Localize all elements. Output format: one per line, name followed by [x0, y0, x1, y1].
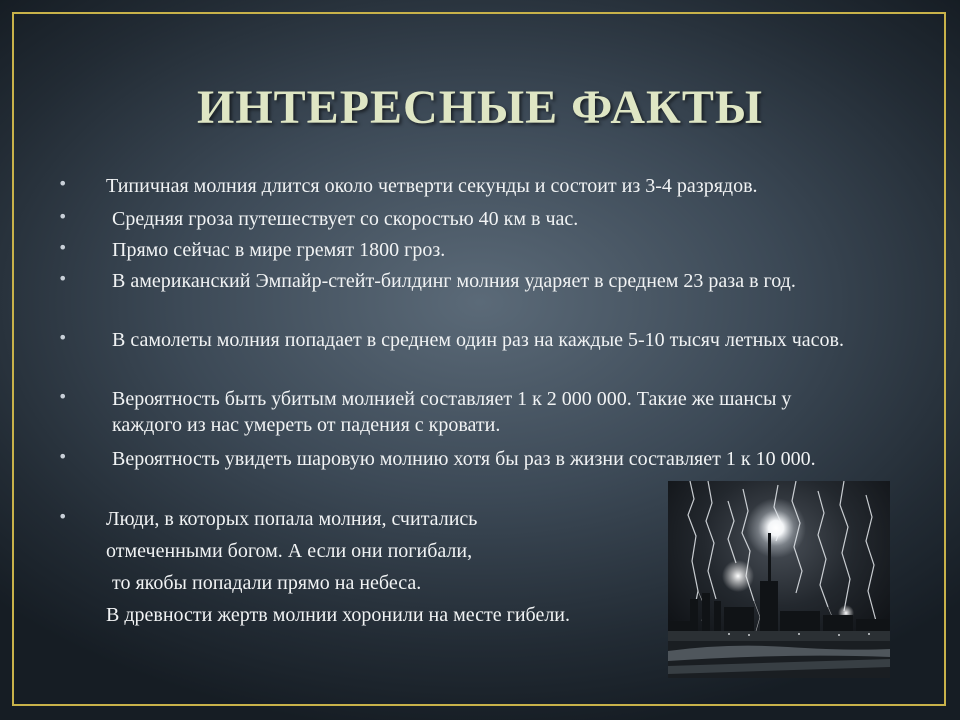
- bullet-icon: •: [58, 507, 68, 526]
- fact-text: В самолеты молния попадает в среднем один раз на каждые 5-10 тысяч летных часов.: [112, 329, 844, 351]
- bullet-icon: •: [58, 447, 68, 466]
- bullet-icon: •: [58, 269, 68, 288]
- fact-text: Люди, в которых попала молния, считались: [106, 508, 478, 530]
- bullet-icon: •: [58, 328, 68, 347]
- fact-text: Прямо сейчас в мире гремят 1800 гроз.: [112, 239, 446, 261]
- bullet-icon: •: [58, 207, 68, 226]
- fact-text: В древности жертв молнии хоронили на месте гибели.: [106, 604, 571, 626]
- bullet-icon: •: [58, 174, 68, 193]
- fact-text: отмеченными богом. А если они погибали,: [106, 540, 473, 562]
- fact-text: то якобы попадали прямо на небеса.: [112, 572, 422, 594]
- bullet-icon: •: [58, 238, 68, 257]
- fact-text: В американский Эмпайр-стейт-билдинг молния ударяет в среднем 23 раза в год.: [112, 270, 796, 292]
- bullet-icon: •: [58, 387, 68, 406]
- fact-text: Вероятность быть убитым молнией составляет 1 к 2 000 000. Такие же шансы у каждого из нас умереть от падения с кровати.: [112, 388, 792, 436]
- fact-text: Вероятность увидеть шаровую молнию хотя бы раз в жизни составляет 1 к 10 000.: [112, 448, 816, 470]
- fact-text: Средняя гроза путешествует со скоростью 40 км в час.: [112, 208, 579, 230]
- slide-title: ИНТЕРЕСНЫЕ ФАКТЫ: [196, 81, 763, 134]
- lightning-photo: [668, 481, 890, 678]
- fact-text: Типичная молния длится около четверти секунды и состоит из 3-4 разрядов.: [106, 175, 758, 197]
